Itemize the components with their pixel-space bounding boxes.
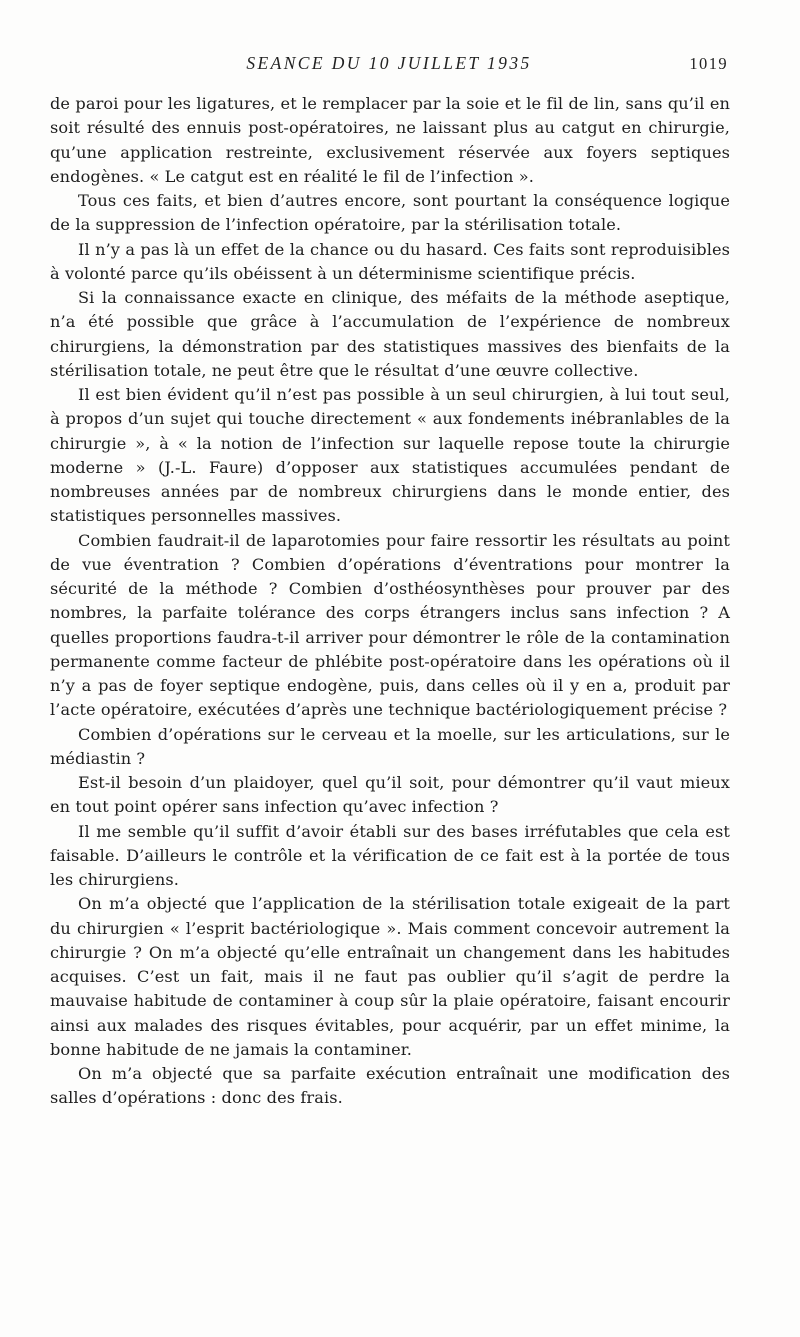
paragraph: On m’a objecté que l’application de la stérilisation totale exigeait de la part du chirurgien « l’esprit bactériologique ». Mais comment concevoir autrement la chirurgie ? On m’a objecté qu’elle entraînait un changement dans les habitudes acquises. C’est un fait, mais il ne faut pas oublier qu’il s’agit de perdre la mauvaise habitude de contaminer à coup sûr la plaie opératoire, faisant encourir ainsi aux malades des risques évitables, pour acquérir, par un effet minime, la bonne habitude de ne jamais la contaminer. <box>50 894 730 1059</box>
paragraph-continuation: de paroi pour les ligatures, et le remplacer par la soie et le fil de lin, sans qu’il en soit résulté des ennuis post-opératoires, ne laissant plus au catgut en chirurgie, qu’une application restreinte, exclusivement réservée aux foyers septiques endogènes. « Le catgut est en réalité le fil de l’infection ». <box>50 94 730 186</box>
running-title: SEANCE DU 10 JUILLET 1935 <box>246 53 532 73</box>
paragraph: Est-il besoin d’un plaidoyer, quel qu’il soit, pour démontrer qu’il vaut mieux en tout point opérer sans infection qu’avec infection ? <box>50 773 730 817</box>
paragraph: Combien faudrait-il de laparotomies pour faire ressortir les résultats au point de vue éventration ? Combien d’opérations d’éventrations pour montrer la sécurité de la méthode ? Combien d’osthéosynthèses pour prouver par des nombres, la parfaite tolérance des corps étrangers inclus sans infection ? A quelles proportions faudra-t-il arriver pour démontrer le rôle de la contamination permanente comme facteur de phlébite post-opératoire dans les opérations où il n’y a pas de foyer septique endogène, puis, dans celles où il y en a, produit par l’acte opératoire, exécutées d’après une technique bactériologiquement précise ? <box>50 530 730 720</box>
paragraph: On m’a objecté que sa parfaite exécution entraînait une modification des salles d’opérations : donc des frais. <box>50 1064 730 1108</box>
paragraph: Si la connaissance exacte en clinique, des méfaits de la méthode aseptique, n’a été possible que grâce à l’accumulation de l’expérience de nombreux chirurgiens, la démonstration par des statistiques massives des bienfaits de la stérilisation totale, ne peut être que le résultat d’une œuvre collective. <box>50 288 730 380</box>
body-text <box>50 92 730 1111</box>
paragraph: Tous ces faits, et bien d’autres encore, sont pourtant la conséquence logique de la suppression de l’infection opératoire, par la stérilisation totale. <box>50 191 730 235</box>
page-number: 1019 <box>689 54 728 73</box>
paragraph: Il me semble qu’il suffit d’avoir établi sur des bases irréfutables que cela est faisable. D’ailleurs le contrôle et la vérification de ce fait est à la portée de tous les chirurgiens. <box>50 821 730 889</box>
running-head <box>50 53 728 79</box>
paragraph: Il est bien évident qu’il n’est pas possible à un seul chirurgien, à lui tout seul, à propos d’un sujet qui touche directement « aux fondements inébranlables de la chirurgie », à « la notion de l’infection sur laquelle repose toute la chirurgie moderne » (J.-L. Faure) d’opposer aux statistiques accumulées pendant de nombreuses années par de nombreux chirurgiens dans le monde entier, des statistiques personnelles massives. <box>50 385 730 526</box>
paragraph: Il n’y a pas là un effet de la chance ou du hasard. Ces faits sont reproduisibles à volonté parce qu’ils obéissent à un déterminisme scientifique précis. <box>50 239 730 283</box>
paragraph: Combien d’opérations sur le cerveau et la moelle, sur les articulations, sur le médiastin ? <box>50 724 730 768</box>
